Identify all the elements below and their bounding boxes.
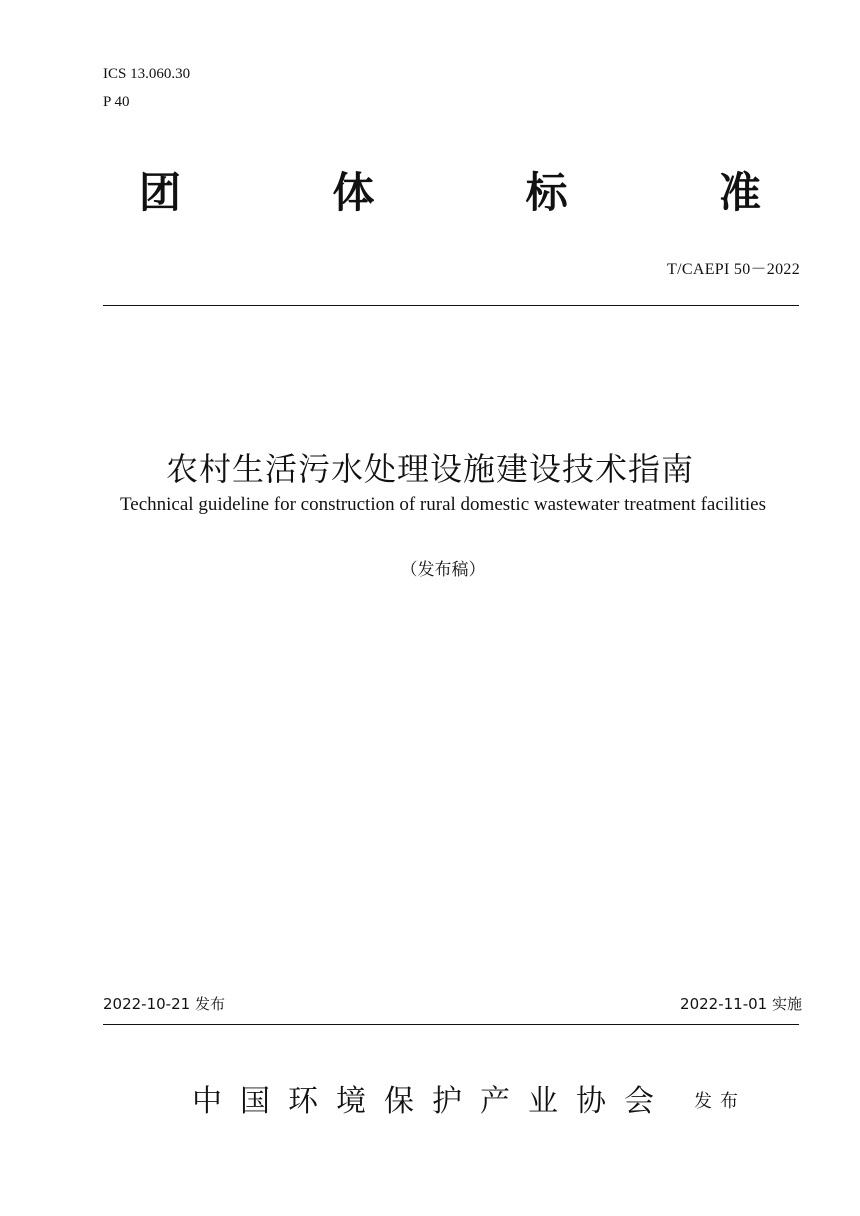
issue-date: 2022-10-21 发布 [103, 995, 225, 1013]
standard-number: T/CAEPI 50－2022 [667, 261, 800, 278]
bottom-divider [103, 1024, 799, 1025]
publisher-name: 中国环境保护产业协会 [192, 1084, 672, 1119]
standard-type-char: 团 [138, 168, 181, 217]
title-chinese: 农村生活污水处理设施建设技术指南 [165, 450, 694, 488]
standard-type-char: 准 [718, 168, 761, 217]
standard-type-char: 体 [332, 168, 375, 217]
draft-status: （发布稿） [400, 560, 486, 580]
ics-code: ICS 13.060.30 [103, 66, 191, 82]
standard-type-heading [130, 160, 770, 220]
p-code: P 40 [103, 94, 130, 110]
publish-label: 发布 [694, 1091, 746, 1112]
title-english: Technical guideline for construction of rural domestic wastewater treatment facilities [120, 494, 766, 515]
standard-type-char: 标 [525, 168, 568, 217]
implementation-date: 2022-11-01 实施 [680, 995, 802, 1013]
top-divider [103, 305, 799, 306]
